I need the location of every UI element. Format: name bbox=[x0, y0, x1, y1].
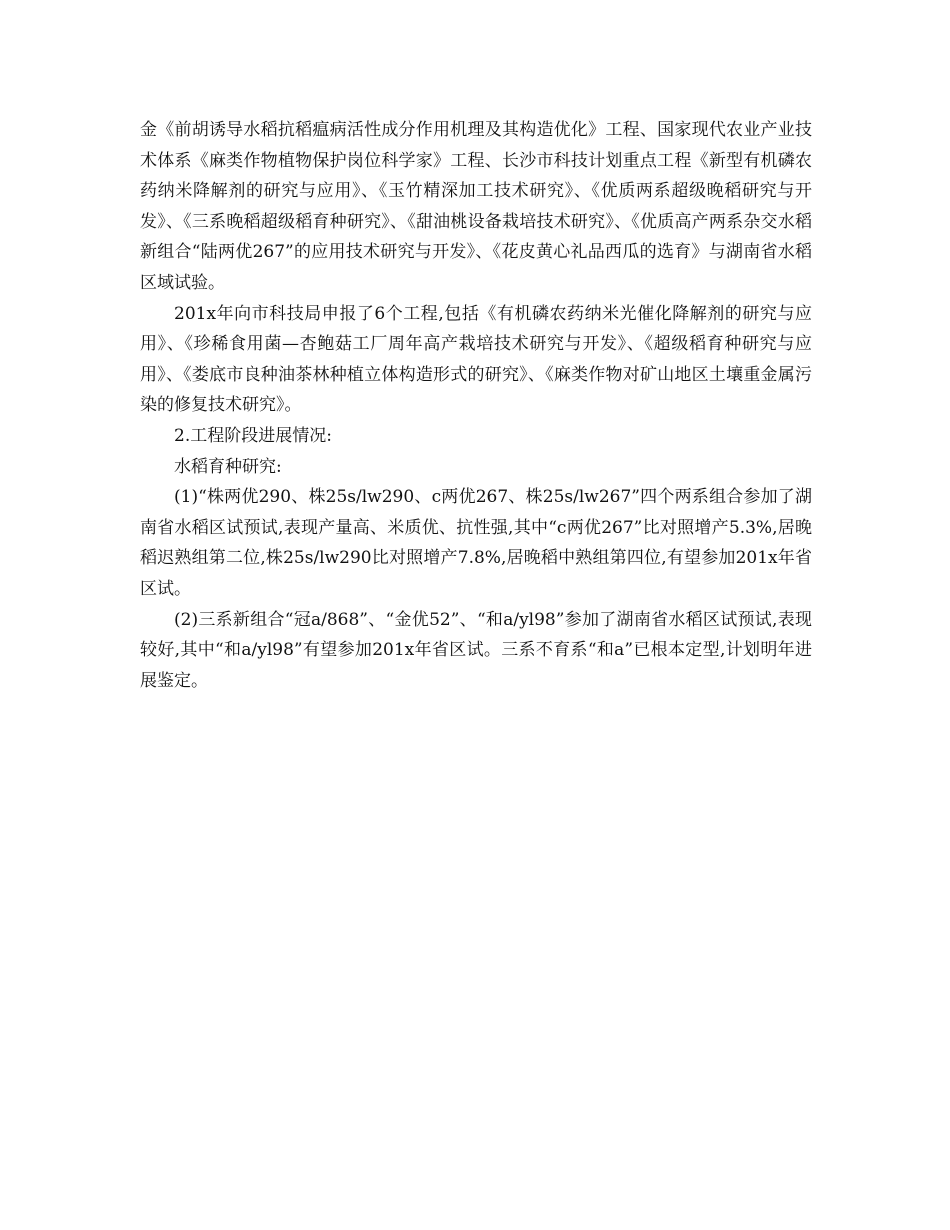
subheading-rice-breeding: 水稻育种研究: bbox=[174, 456, 282, 477]
document-body bbox=[140, 115, 812, 696]
section-heading-progress: 2.工程阶段进展情况: bbox=[174, 425, 332, 446]
paragraph-projects-list: 金《前胡诱导水稻抗稻瘟病活性成分作用机理及其构造优化》工程、国家现代农业产业技术体系《麻类作物植物保护岗位科学家》工程、长沙市科技计划重点工程《新型有机磷农药纳米降解剂的研究与应用》、《玉竹精深加工技术研究》、《优质两系超级晚稻研究与开发》、《三系晚稻超级稻育种研究》、《甜油桃设备栽培技术研究》、《优质高产两系杂交水稻新组合“陆两优267”的应用技术研究与开发》、《花皮黄心礼品西瓜的选育》与湖南省水稻区域试验。 bbox=[140, 120, 812, 293]
paragraph-city-applications: 201x年向市科技局申报了6个工程,包括《有机磷农药纳米光催化降解剂的研究与应用》、《珍稀食用菌—杏鲍菇工厂周年高产栽培技术研究与开发》、《超级稻育种研究与应用》、《娄底市良种油茶林种植立体构造形式的研究》、《麻类作物对矿山地区土壤重金属污染的修复技术研究》。 bbox=[140, 303, 812, 416]
paragraph-three-line-combinations: (2)三系新组合“冠a/868”、“金优52”、“和a/yl98”参加了湖南省水稻区试预试,表现较好,其中“和a/yl98”有望参加201x年省区试。三系不育系“和a”已根本定型,计划明年进展鉴定。 bbox=[140, 609, 812, 691]
paragraph-two-line-combinations: (1)“株两优290、株25s/lw290、c两优267、株25s/lw267”四个两系组合参加了湖南省水稻区试预试,表现产量高、米质优、抗性强,其中“c两优267”比对照增产5.3%,居晚稻迟熟组第二位,株25s/lw290比对照增产7.8%,居晚稻中熟组第四位,有望参加201x年省区试。 bbox=[140, 487, 812, 599]
